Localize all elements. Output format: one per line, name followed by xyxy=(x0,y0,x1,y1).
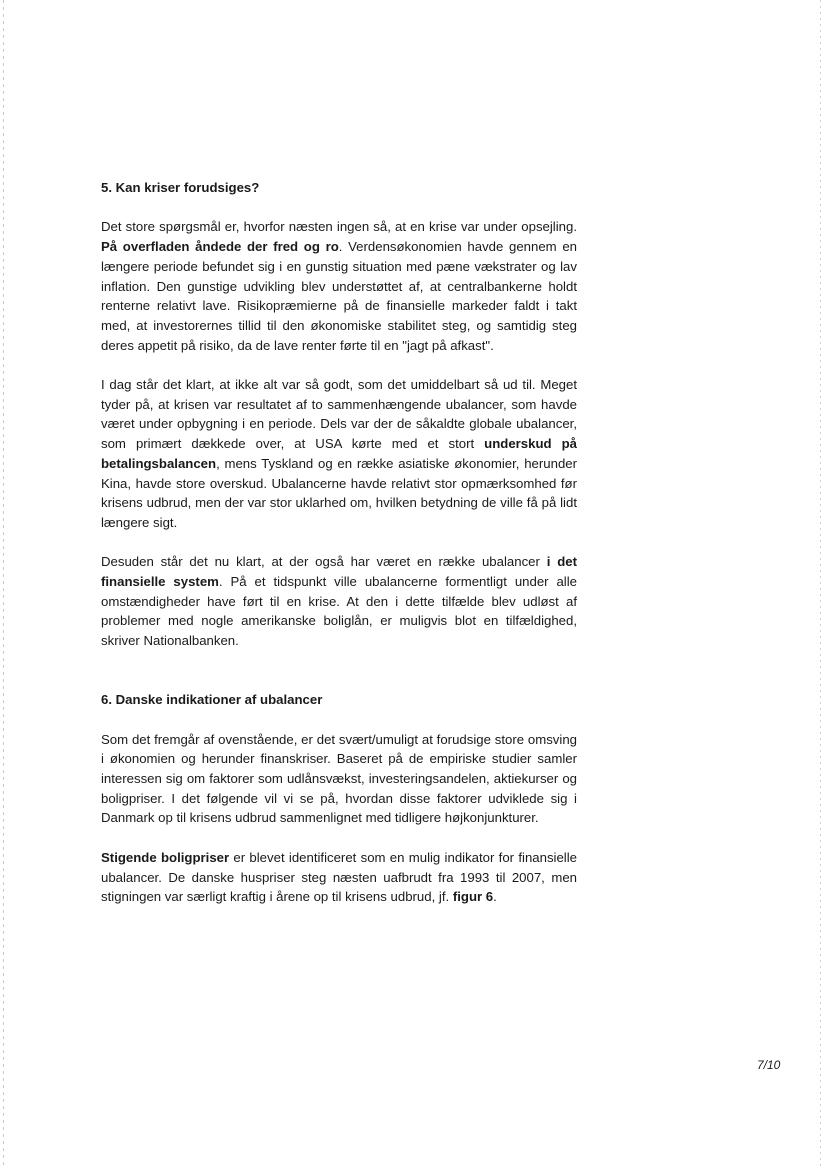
bold-phrase: underskud på betalingsbalancen xyxy=(101,436,577,471)
section-6-paragraph-1: Som det fremgår af ovenstående, er det svært/umuligt at forudsige store omsving i økonomien og herunder finanskriser. Baseret på de empiriske studier samler interessen sig om faktorer som udlånsvækst, investeringsandelen, aktiekurser og boligpriser. I det følgende vil vi se på, hvordan disse faktorer udviklede sig i Danmark op til krisens udbrud sammenlignet med tidligere højkonjunkturer. xyxy=(101,731,577,826)
section-5-paragraph-2: I dag står det klart, at ikke alt var så godt, som det umiddelbart så ud til. Meget tyder på, at krisen var resultatet af to sammenhængende ubalancer, som havde været under opbygning i en periode. Dels var der de såkaldte globale ubalancer, som primært dækkede over, at USA kørte med et stort underskud på betalingsbalancen, mens Tyskland og en række asiatiske økonomier, herunder Kina, havde store overskud. Ubalancerne havde relativt stor opmærksomhed før krisens udbrud, men der var stor uklarhed om, hvilken betydning de ville få på lidt længere sigt. xyxy=(101,377,577,530)
figure-reference: figur 6 xyxy=(452,889,494,905)
page-number: 7/10 xyxy=(757,1058,781,1072)
bold-phrase: På overfladen åndede der fred og ro xyxy=(101,239,339,255)
section-6-paragraph-2: Stigende boligpriser er blevet identificeret som en mulig indikator for finansielle ubalancer. De danske huspriser steg næsten uafbrudt fra 1993 til 2007, men stigningen var særligt kraftig i årene op til krisens udbrud, jf. figur 6. xyxy=(101,849,578,905)
section-5-paragraph-3: Desuden står det nu klart, at der også har været en række ubalancer i det finansielle system. På et tidspunkt ville ubalancerne formentligt under alle omstændigheder have ført til en krise. At den i dette tilfælde blev udløst af problemer med nogle amerikanske boliglån, er muligvis blot en tilfældighed, skriver Nationalbanken. xyxy=(101,554,578,649)
bold-phrase: Stigende boligpriser xyxy=(101,849,230,865)
bold-phrase: i det finansielle system xyxy=(101,554,578,590)
section-6-heading: 6. Danske indikationer af ubalancer xyxy=(101,692,323,708)
section-5-paragraph-1: Det store spørgsmål er, hvorfor næsten ingen så, at en krise var under opsejling. På overfladen åndede der fred og ro. Verdensøkonomien havde gennem en længere periode befundet sig i en gunstig situation med pæne vækstrater og lav inflation. Den gunstige udvikling blev understøttet af, at centralbankerne holdt renterne relativt lave. Risikopræmierne på de finansielle markeder faldt i takt med, at investorernes tillid til den økonomiske stabilitet steg, og samtidig steg deres appetit på risiko, da de lave renter førte til en "jagt på afkast". xyxy=(101,219,577,353)
scan-edge-right xyxy=(820,0,821,1168)
section-5-heading: 5. Kan kriser forudsiges? xyxy=(101,180,260,195)
scan-edge-left xyxy=(3,0,4,1168)
page-body xyxy=(101,178,577,907)
